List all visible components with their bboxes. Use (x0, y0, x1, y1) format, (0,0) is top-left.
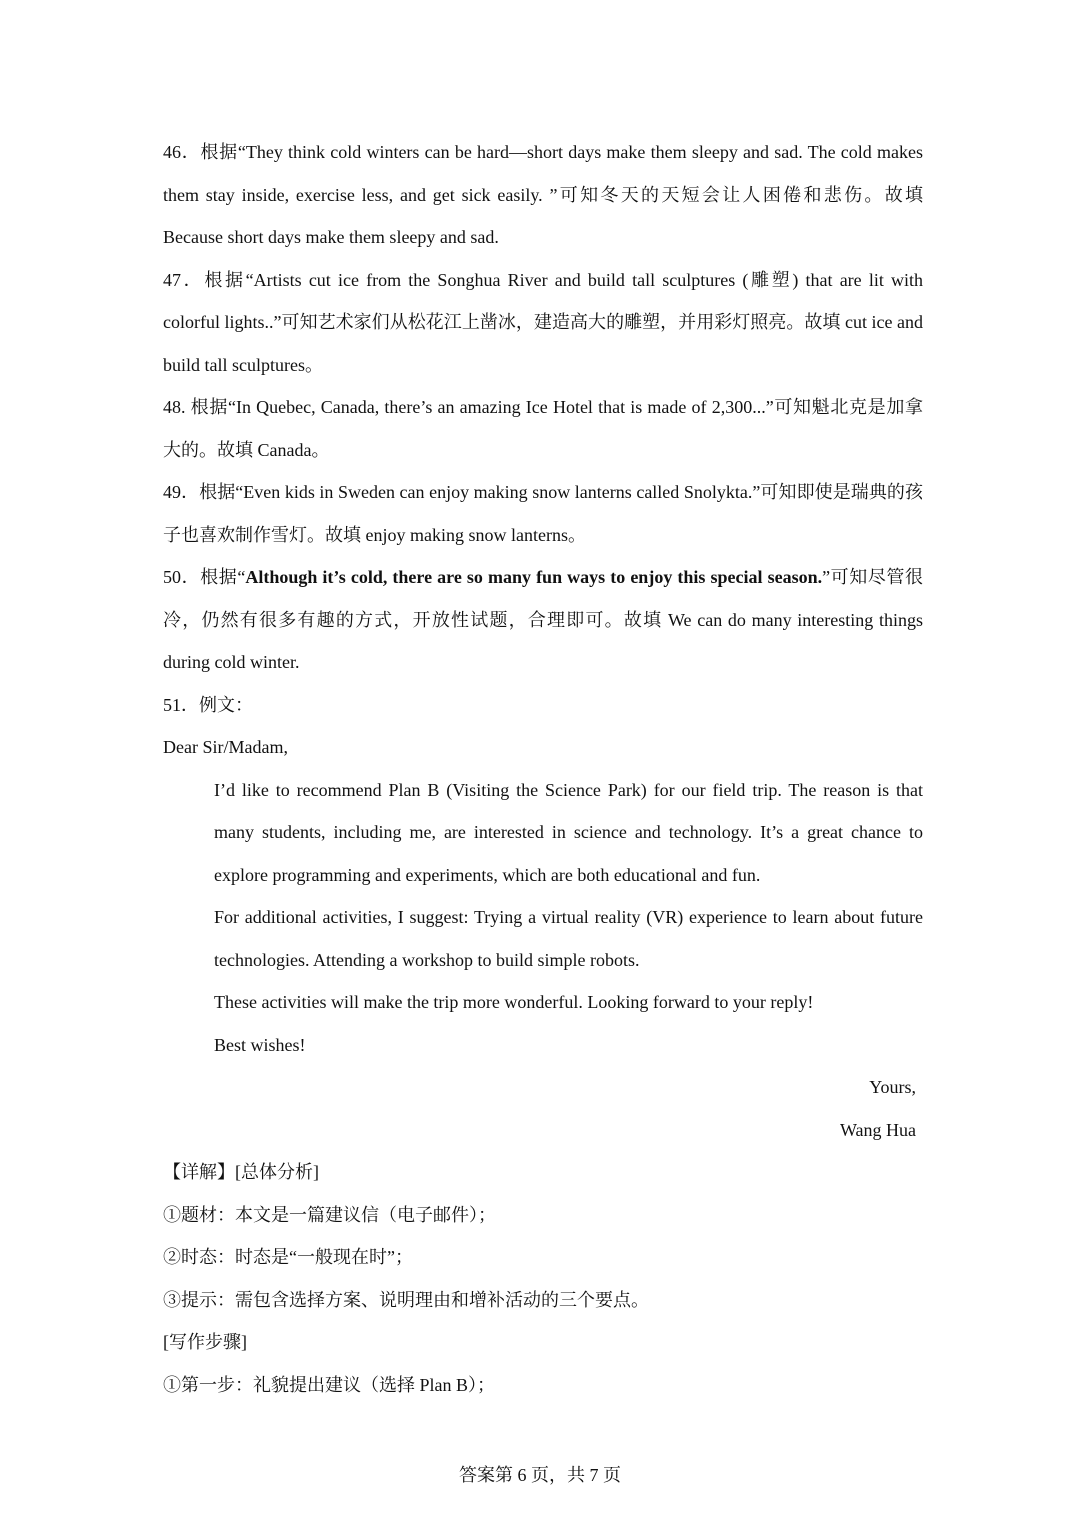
writing-steps-heading: [写作步骤] (163, 1332, 247, 1352)
analysis-heading: 【详解】[总体分析] (163, 1162, 319, 1182)
letter-sign-off: Yours, (869, 1077, 916, 1097)
answer-50-suffix: ”可知尽管很冷，仍然有很多有趣的方式，开放性试题，合理即可。故填 We can do many interesting things during cold winter. (163, 567, 923, 672)
analysis-point-2: ②时态：时态是“一般现在时”； (163, 1247, 413, 1267)
answer-48: 48. 根据“In Quebec, Canada, there’s an amazing Ice Hotel that is made of 2,300...”可知魁北克是加拿大的。故填 Canada。 (163, 397, 923, 460)
letter-paragraph-2: For additional activities, I suggest: Trying a virtual reality (VR) experience to learn about future technologies. Attending a workshop to build simple robots. (214, 907, 923, 970)
answer-50-quote: Although it’s cold, there are so many fun ways to enjoy this special season. (245, 567, 823, 587)
answer-page-body (163, 131, 923, 1406)
answer-51-label: 51．例文： (163, 694, 253, 715)
letter-greeting: Dear Sir/Madam, (163, 737, 288, 757)
page-footer: 答案第 6 页，共 7 页 (459, 1465, 621, 1485)
letter-paragraph-3: These activities will make the trip more wonderful. Looking forward to your reply! (214, 992, 814, 1012)
letter-closing: Best wishes! (214, 1034, 306, 1055)
answer-50 (163, 556, 923, 684)
letter-paragraph-1: I’d like to recommend Plan B (Visiting the Science Park) for our field trip. The reason is that many students, including me, are interested in science and technology. It’s a great chance to explore programming and experiments, which are both educational and fun. (214, 779, 923, 885)
answer-49: 49．根据“Even kids in Sweden can enjoy making snow lanterns called Snolykta.”可知即使是瑞典的孩子也喜欢制作雪灯。故填 enjoy making snow lanterns。 (163, 482, 923, 545)
writing-step-1: ①第一步：礼貌提出建议（选择 Plan B）； (163, 1374, 496, 1395)
answer-50-prefix: 50．根据“ (163, 567, 246, 587)
answer-46: 46．根据“They think cold winters can be hard—short days make them sleepy and sad. The cold makes them stay inside, exercise less, and get sick easily. ”可知冬天的天短会让人困倦和悲伤。故填 Because short days make them sleepy and sad. (163, 142, 923, 247)
letter-signature: Wang Hua (839, 1119, 916, 1140)
analysis-point-1: ①题材：本文是一篇建议信（电子邮件）； (163, 1204, 496, 1225)
analysis-point-3: ③提示：需包含选择方案、说明理由和增补活动的三个要点。 (163, 1289, 649, 1310)
answer-47: 47．根据“Artists cut ice from the Songhua River and build tall sculptures (雕塑) that are lit with colorful lights..”可知艺术家们从松花江上凿冰，建造高大的雕塑，并用彩灯照亮。故填 cut ice and build tall sculptures。 (163, 269, 923, 375)
